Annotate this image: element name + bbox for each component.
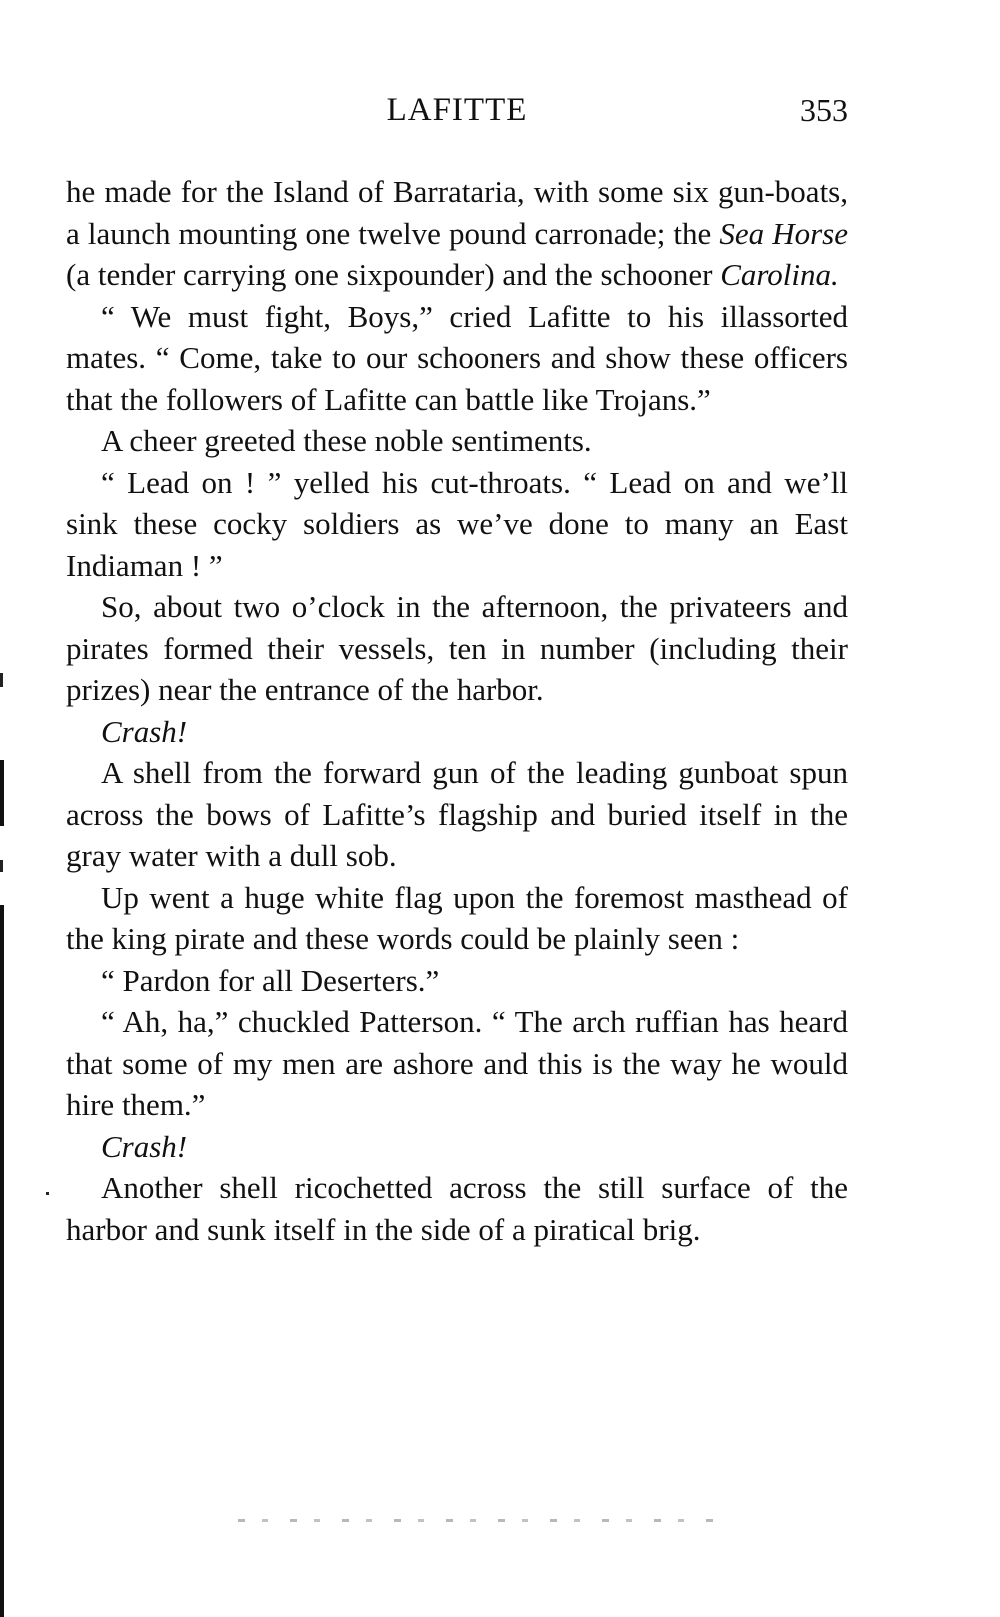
paragraph — [66, 877, 848, 960]
text-run: he made for the Island of Barrataria, with some six gun-boats, a launch mounting one twelve pound carronade; the — [66, 174, 848, 251]
italic-text: Sea Horse — [719, 215, 848, 251]
text-run: A cheer greeted these noble sentiments. — [101, 423, 592, 458]
paragraph — [66, 462, 848, 587]
paragraph — [66, 296, 848, 421]
body-text — [66, 171, 848, 1250]
running-head — [66, 88, 848, 132]
text-run: “ Ah, ha,” chuckled Patterson. “ The arch ruffian has heard that some of my men are ashore and this is the way he would hire them.” — [66, 1004, 848, 1122]
scan-edge-mark — [0, 860, 3, 872]
running-title: LAFITTE — [386, 92, 528, 128]
paragraph — [66, 711, 848, 753]
binding-edge-shadow — [0, 905, 4, 1617]
scan-edge-mark — [0, 673, 3, 687]
text-run: Up went a huge white flag upon the foremost masthead of the king pirate and these words could be plainly seen : — [66, 879, 848, 956]
italic-text: Carolina. — [720, 257, 839, 292]
paragraph — [66, 1167, 848, 1250]
show-through-text — [238, 1519, 728, 1522]
paragraph — [66, 752, 848, 877]
paragraph — [66, 586, 848, 711]
paragraph — [66, 960, 848, 1002]
italic-text: Crash! — [101, 1128, 188, 1164]
text-run: “ Lead on ! ” yelled his cut-throats. “ Lead on and we’ll sink these cocky soldiers as we’ve done to many an East Indiaman ! ” — [66, 464, 848, 583]
text-run: (a tender carrying one sixpounder) and the schooner — [66, 257, 721, 292]
page-number: 353 — [800, 92, 848, 128]
paragraph — [66, 1126, 848, 1168]
italic-text: Crash! — [101, 713, 188, 749]
text-run: “ We must fight, Boys,” cried Lafitte to his illassorted mates. “ Come, take to our schooners and show these officers that the followers of Lafitte can battle like Trojans.” — [66, 298, 848, 417]
text-run: So, about two o’clock in the afternoon, the privateers and pirates formed their vessels, ten in number (including their prizes) near the entrance of the harbor. — [66, 589, 848, 707]
text-run: “ Pardon for all Deserters.” — [101, 962, 440, 998]
paragraph — [66, 171, 848, 296]
paragraph — [66, 420, 848, 462]
scan-speck — [46, 1192, 49, 1195]
text-run: A shell from the forward gun of the leading gunboat spun across the bows of Lafitte’s flagship and buried itself in the gray water with a dull sob. — [66, 755, 848, 873]
text-run: Another shell ricochetted across the still surface of the harbor and sunk itself in the side of a piratical brig. — [66, 1170, 848, 1247]
paragraph — [66, 1001, 848, 1126]
binding-edge-shadow — [0, 760, 4, 826]
